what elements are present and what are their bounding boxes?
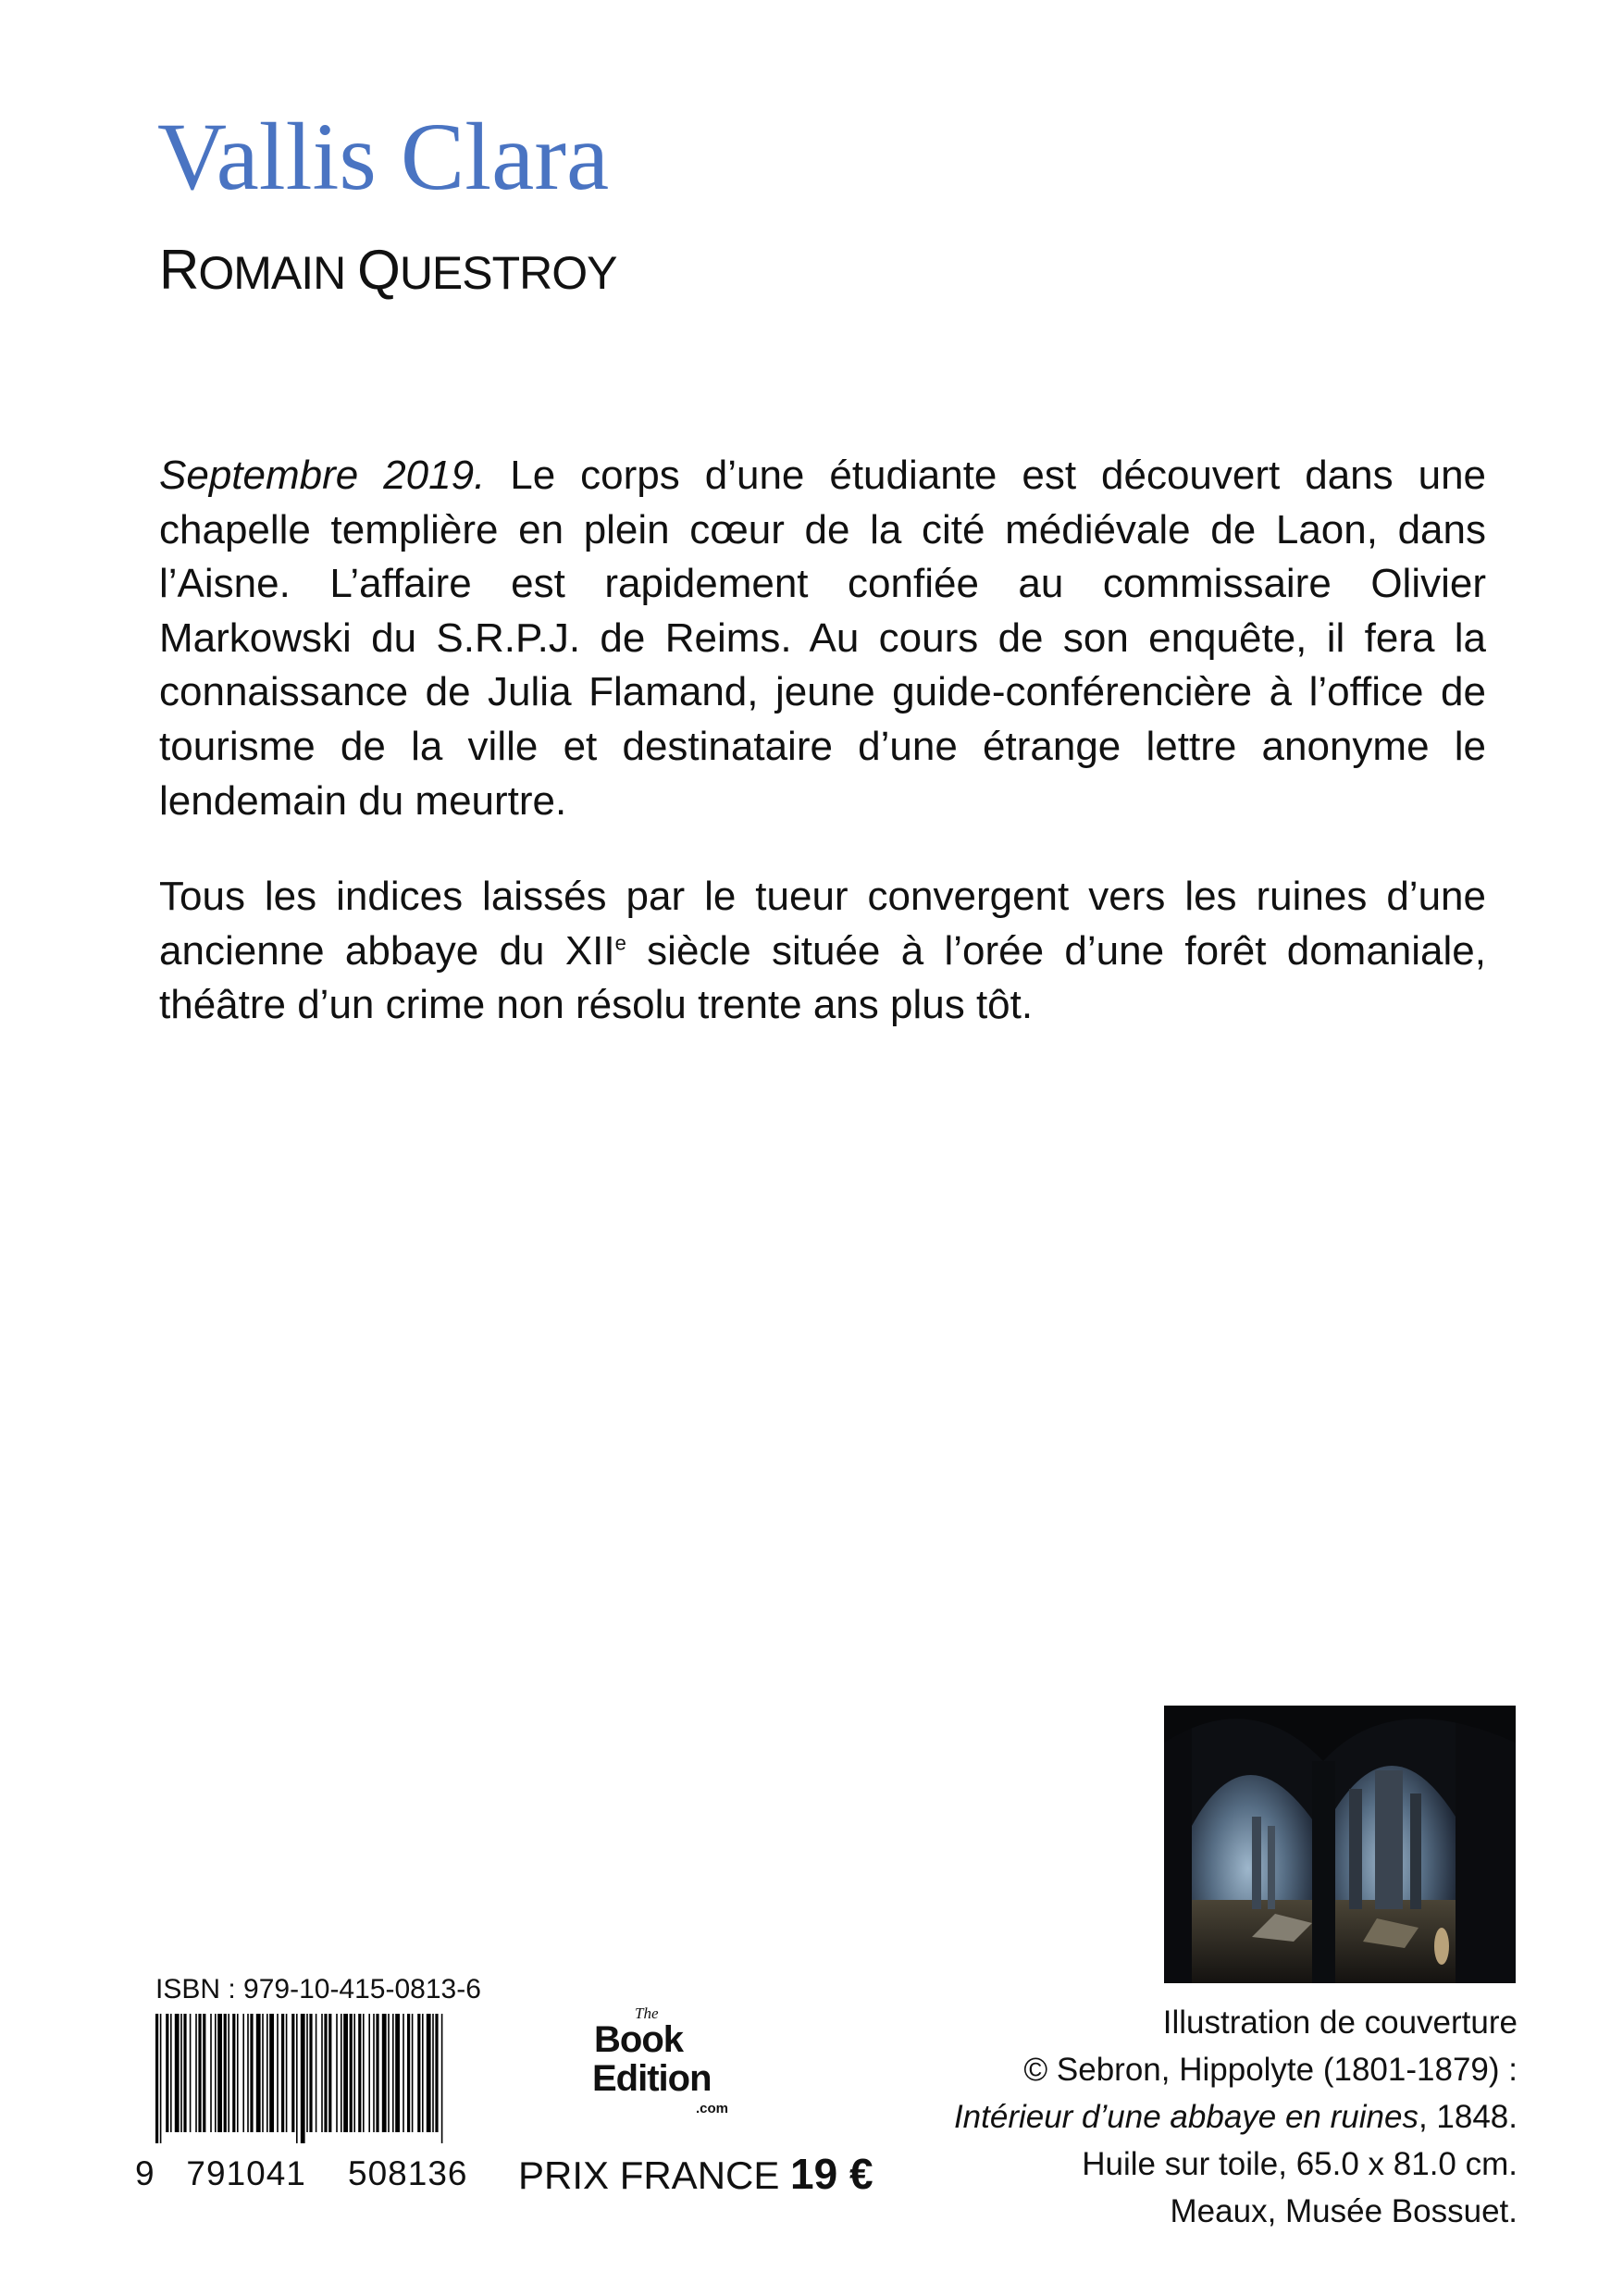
barcode-bar [350, 2014, 353, 2132]
barcode-digits [135, 2154, 467, 2193]
barcode-bar [368, 2014, 370, 2132]
barcode-bar [170, 2014, 172, 2132]
barcode-bar [281, 2014, 284, 2132]
barcode-bar [210, 2014, 212, 2132]
credit-line-4: Huile sur toile, 65.0 x 81.0 cm. [1082, 2146, 1518, 2182]
barcode-bar [341, 2014, 342, 2132]
cover-credits [953, 1999, 1518, 2235]
barcode-bar [407, 2014, 410, 2132]
barcode-bar [256, 2014, 261, 2132]
barcode-bar [358, 2014, 361, 2132]
barcode-bar [160, 2014, 162, 2143]
barcode-bar [301, 2014, 305, 2143]
author-last-rest: UESTROY [399, 247, 617, 299]
barcode-bar [388, 2014, 390, 2132]
blurb-text-2a: Tous les indices laissés par le tueur convergent vers les ruines d’une ancienne abbaye du XII [159, 874, 1486, 974]
logo-com: .com [696, 2101, 729, 2116]
blurb-text-1: Le corps d’une étudiante est découvert dans une chapelle templière en plein cœur de la cité médiévale de Laon, dans l’Aisne. L’affaire est rapidement confiée au commissaire Olivier Markowski du S.R.P.J. de Reims. Au cours de son enquête, il fera la connaissance de Julia Flamand, jeune guide-conférencière à l’office de tourisme de la ville et destinataire d’une étrange lettre anonyme le lendemain du meurtre. [159, 453, 1487, 824]
barcode-bar [353, 2014, 355, 2132]
barcode-bar [190, 2014, 192, 2132]
barcode-bar [422, 2014, 424, 2132]
isbn-barcode [154, 2014, 446, 2143]
barcode-bar [343, 2014, 348, 2132]
barcode-bar [309, 2014, 312, 2132]
barcode-bar [237, 2014, 239, 2132]
barcode-bar [228, 2014, 229, 2132]
barcode-bar [224, 2014, 227, 2132]
painting-title: Intérieur d’une abbaye en ruines [953, 2099, 1419, 2135]
barcode-digit-first: 9 [135, 2154, 155, 2192]
logo-the: The [635, 2004, 659, 2022]
barcode-bar [250, 2014, 253, 2132]
barcode-bar [195, 2014, 197, 2132]
barcode-bar [242, 2014, 244, 2132]
barcode-bar [296, 2014, 298, 2143]
logo-book: Book [594, 2019, 683, 2060]
barcode-bar [232, 2014, 235, 2132]
logo-edition: Edition [592, 2058, 712, 2099]
barcode-bar [175, 2014, 180, 2132]
barcode-bar [217, 2014, 222, 2132]
barcode-bar [155, 2014, 158, 2143]
barcode-bar [373, 2014, 375, 2132]
barcode-bar [316, 2014, 317, 2132]
barcode-bar [203, 2014, 205, 2132]
credit-line-1: Illustration de couverture [1162, 2004, 1518, 2041]
barcode-bar [427, 2014, 431, 2132]
painting-year: , 1848. [1418, 2099, 1518, 2135]
barcode-bar [266, 2014, 268, 2132]
author-initial-first: R [159, 239, 199, 301]
barcode-bar [363, 2014, 365, 2132]
barcode-bar [215, 2014, 217, 2132]
back-cover-blurb [159, 449, 1486, 1074]
blurb-paragraph-1 [159, 449, 1486, 828]
credit-line-2: © Sebron, Hippolyte (1801-1879) : [1023, 2052, 1518, 2088]
barcode-bar [262, 2014, 264, 2132]
barcode-bar [306, 2014, 308, 2132]
author-initial-last: Q [357, 239, 400, 301]
barcode-bar [432, 2014, 434, 2132]
barcode-bar [286, 2014, 288, 2132]
barcode-digits-right: 508136 [348, 2154, 468, 2192]
credit-line-3 [953, 2093, 1518, 2141]
price-label [518, 2149, 873, 2199]
isbn-label: ISBN : 979-10-415-0813-6 [155, 1974, 481, 2004]
barcode-bar [180, 2014, 182, 2132]
barcode-bar [198, 2014, 201, 2132]
barcode-bar [392, 2014, 394, 2132]
abbey-ruins-painting [1164, 1706, 1516, 1983]
barcode-bar [412, 2014, 414, 2132]
author-first-rest: OMAIN [198, 247, 346, 299]
price-text: PRIX FRANCE [518, 2153, 780, 2197]
barcode-bar [336, 2014, 338, 2132]
barcode-bar [417, 2014, 420, 2132]
barcode-digits-left: 791041 [186, 2154, 306, 2192]
barcode-bar [382, 2014, 387, 2132]
author-name [159, 239, 617, 301]
barcode-bar [324, 2014, 327, 2132]
barcode-bar [166, 2014, 168, 2132]
barcode-bar [277, 2014, 279, 2132]
barcode-bar [328, 2014, 331, 2132]
price-amount: 19 € [790, 2150, 873, 2198]
barcode-bar [441, 2014, 443, 2143]
barcode-bar [321, 2014, 323, 2132]
barcode-bar [376, 2014, 378, 2132]
cover-painting [1164, 1706, 1516, 1983]
barcode-bar [435, 2014, 438, 2132]
barcode-bar [269, 2014, 274, 2132]
barcode-bar [291, 2014, 294, 2132]
blurb-date: Septembre 2019. [159, 453, 486, 498]
century-superscript: e [614, 931, 626, 955]
barcode-bar [183, 2014, 186, 2132]
barcode-bar [395, 2014, 400, 2132]
credit-line-5: Meaux, Musée Bossuet. [1170, 2193, 1518, 2229]
publisher-logo [592, 2004, 750, 2116]
book-title: Vallis Clara [157, 104, 610, 210]
blurb-paragraph-2 [159, 870, 1486, 1033]
blurb-text-2b: siècle située à l’orée d’une forêt domaniale, théâtre d’un crime non résolu trente ans plus tôt. [159, 927, 1486, 1028]
barcode-bar [247, 2014, 249, 2132]
barcode-bar [403, 2014, 404, 2132]
